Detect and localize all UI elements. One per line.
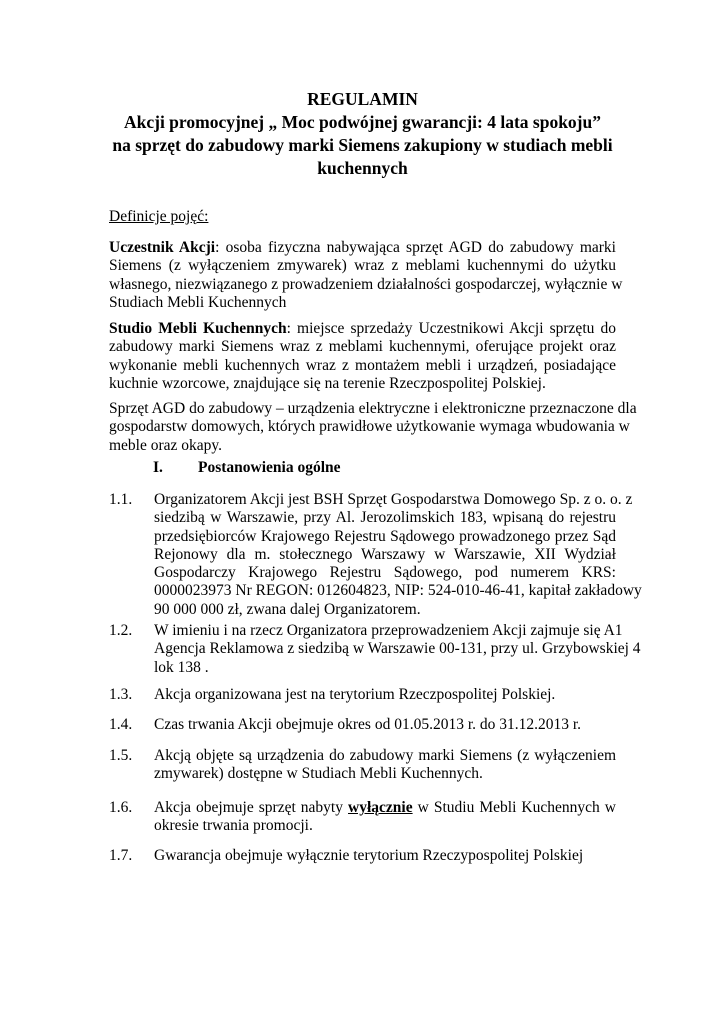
- clause-1-1-line-4: Rejonowy dla m. stołecznego Warszawy w Warszawie, XII Wydział: [154, 545, 616, 563]
- participant-line-3: własnego, niezwiązanego z prowadzeniem działalności gospodarczej, wyłącznie w: [109, 275, 623, 293]
- clause-number: 1.3.: [109, 686, 133, 703]
- definition-participant: [109, 239, 623, 312]
- clause-1-6-line-2: okresie trwania promocji.: [154, 817, 313, 835]
- clause-1-2: [109, 622, 641, 678]
- title-line-3: na sprzęt do zabudowy marki Siemens zakupiony w studiach mebli: [112, 135, 613, 155]
- clause-number: 1.1.: [109, 491, 133, 508]
- clause-1-5-line-1: Akcją objęte są urządzenia do zabudowy marki Siemens (z wyłączeniem: [154, 747, 616, 764]
- clause-1-4: [109, 716, 616, 736]
- clause-1-3-line-1: Akcja organizowana jest na terytorium Rzeczpospolitej Polskiej.: [154, 686, 556, 703]
- participant-line-1: : osoba fizyczna nabywająca sprzęt AGD do zabudowy marki: [215, 239, 616, 256]
- agd-line-2: gospodarstw domowych, których prawidłowe użytkowanie wymaga wbudowania w: [109, 418, 630, 436]
- clause-1-6-emphasis: wyłącznie: [348, 799, 413, 816]
- clause-1-1-line-6: 0000023973 Nr REGON: 012604823, NIP: 524-010-46-41, kapitał zakładowy: [154, 582, 642, 600]
- agd-line-1: Sprzęt AGD do zabudowy – urządzenia elektryczne i elektroniczne przeznaczone dla: [109, 400, 637, 417]
- section-number: I.: [153, 459, 163, 476]
- clause-1-6-text-after: w Studiu Mebli Kuchennych w: [412, 799, 616, 816]
- section-heading: [153, 459, 341, 477]
- clause-1-2-line-1: W imieniu i na rzecz Organizatora przeprowadzeniem Akcji zajmuje się A1: [154, 622, 623, 639]
- agd-line-3: meble oraz okapy.: [109, 436, 223, 454]
- clause-1-1-line-7: 90 000 000 zł, zwana dalej Organizatorem.: [154, 600, 421, 618]
- clause-1-5: [109, 747, 616, 785]
- clause-1-7: [109, 847, 616, 867]
- definition-agd: [109, 400, 637, 455]
- definitions-heading: Definicje pojęć:: [109, 208, 209, 225]
- clause-number: 1.4.: [109, 716, 133, 733]
- clause-1-5-line-2: zmywarek) dostępne w Studiach Mebli Kuchennych.: [154, 765, 483, 783]
- clause-1-6-text-before: Akcja obejmuje sprzęt nabyty: [154, 799, 349, 816]
- studio-term: Studio Mebli Kuchennych: [109, 320, 287, 337]
- clause-number: 1.2.: [109, 622, 133, 639]
- clause-1-1-line-3: przedsiębiorców Krajowego Rejestru Sądowego prowadzonego przez Sąd: [154, 527, 616, 545]
- clause-1-7-line-1: Gwarancja obejmuje wyłącznie terytorium Rzeczypospolitej Polskiej: [154, 847, 584, 864]
- studio-line-3: wykonanie mebli kuchennych wraz z montażem mebli i urządzeń, posiadające: [109, 356, 616, 374]
- clause-1-3: [109, 686, 616, 706]
- clause-1-2-line-3: lok 138 .: [154, 658, 209, 676]
- definition-studio: [109, 320, 616, 393]
- clause-1-1-line-2: siedzibą w Warszawie, przy Al. Jerozolimskich 183, wpisaną do rejestru: [154, 509, 616, 527]
- studio-line-1: : miejsce sprzedaży Uczestnikowi Akcji sprzętu do: [286, 320, 616, 337]
- title-line-2: Akcji promocyjnej „ Moc podwójnej gwarancji: 4 lata spokoju”: [123, 112, 601, 132]
- section-title: Postanowienia ogólne: [198, 459, 341, 476]
- title-line-1: REGULAMIN: [307, 89, 418, 109]
- studio-line-4: kuchnie wzorcowe, znajdujące się na terenie Rzeczpospolitej Polskiej.: [109, 374, 546, 392]
- clause-number: 1.6.: [109, 799, 133, 816]
- participant-line-4: Studiach Mebli Kuchennych: [109, 293, 287, 311]
- clause-1-4-line-1: Czas trwania Akcji obejmuje okres od 01.05.2013 r. do 31.12.2013 r.: [154, 716, 582, 733]
- title-line-4: kuchennych: [317, 158, 408, 178]
- clause-1-1-line-5: Gospodarczy Krajowego Rejestru Sądowego, pod numerem KRS:: [154, 564, 616, 582]
- clause-1-6: [109, 799, 616, 837]
- clause-1-1: [109, 491, 642, 621]
- clause-number: 1.5.: [109, 747, 133, 764]
- document-title: [90, 88, 635, 180]
- clause-1-1-line-1: Organizatorem Akcji jest BSH Sprzęt Gospodarstwa Domowego Sp. z o. o. z: [154, 491, 633, 508]
- participant-term: Uczestnik Akcji: [109, 239, 216, 256]
- studio-line-2: zabudowy marki Siemens wraz z meblami kuchennymi, oferujące projekt oraz: [109, 338, 616, 356]
- clause-number: 1.7.: [109, 847, 133, 864]
- clause-1-2-line-2: Agencja Reklamowa z siedzibą w Warszawie 00-131, przy ul. Grzybowskiej 4: [154, 640, 641, 658]
- participant-line-2: Siemens (z wyłączeniem zmywarek) wraz z meblami kuchennymi do użytku: [109, 257, 616, 275]
